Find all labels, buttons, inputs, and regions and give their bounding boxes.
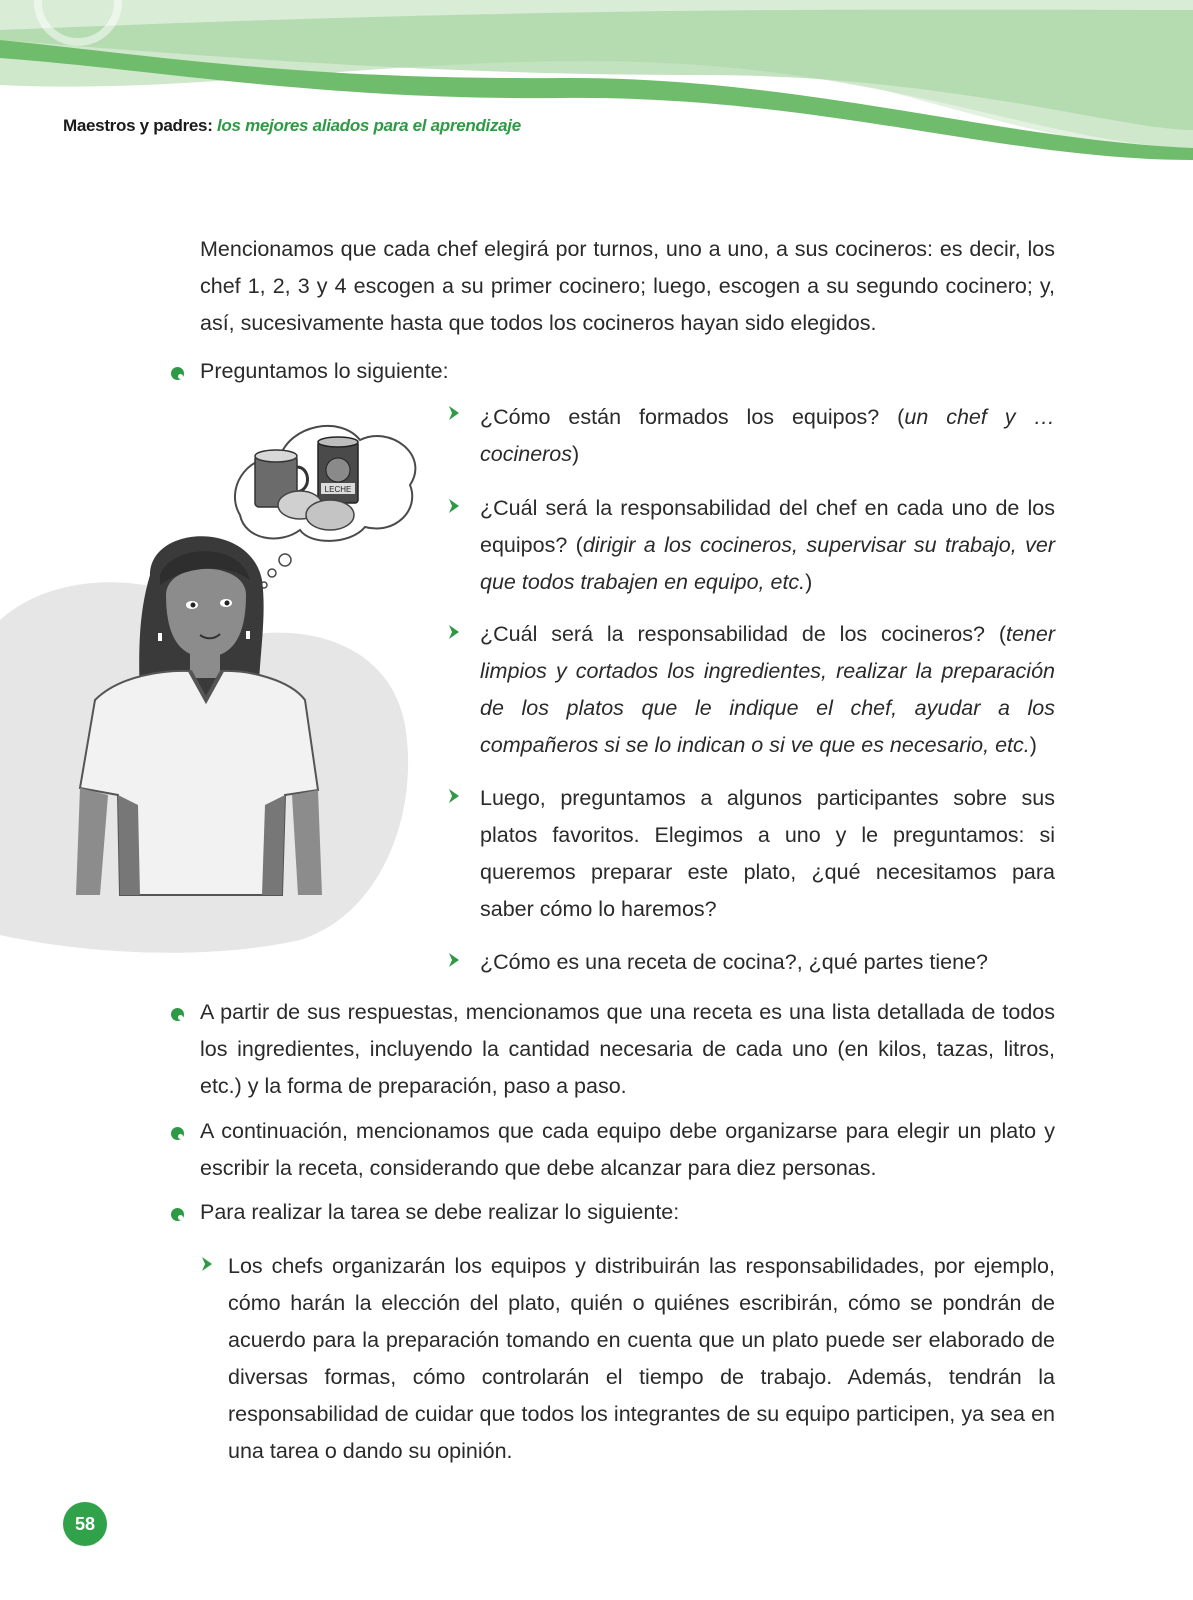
bullet-receta-definicion: A partir de sus respuestas, mencionamos que una receta es una lista detallada de todos los ingredientes, incluyendo la cantidad necesaria de cada uno (en kilos, tazas, litros, etc.) y la forma de preparación, paso a paso.: [200, 1000, 1055, 1098]
chevron-right-icon: [200, 1256, 214, 1272]
running-head: [63, 116, 521, 136]
question-cocineros: ¿Cuál será la responsabilidad de los cocineros? (tener limpios y cortados los ingredientes, realizar la preparación de los platos que le indique el chef, ayudar a los compañeros si se lo indican o si ve que es necesario, etc.): [480, 622, 1055, 757]
chevron-right-icon: [447, 405, 461, 421]
bullet-dot: [171, 1208, 184, 1221]
sub-item-chefs: Los chefs organizarán los equipos y distribuirán las responsabilidades, por ejemplo, cómo harán la elección del plato, quién o quiénes escribirán, cómo se pondrán de acuerdo para la preparación tomando en cuenta que un plato puede ser elaborado de diversas formas, cómo controlarán el tiempo de trabajo. Además, tendrán la responsabilidad de cuidar que todos los integrantes de su equipo participen, ya sea en una tarea o dando su opinión.: [228, 1254, 1055, 1463]
woman-thinking-illustration: [0, 395, 420, 955]
bullet-dot: [171, 1127, 184, 1140]
running-head-sub: los mejores aliados para el aprendizaje: [217, 116, 521, 135]
bullet-organizarse: A continuación, mencionamos que cada equipo debe organizarse para elegir un plato y escribir la receta, considerando que debe alcanzar para diez personas.: [200, 1119, 1055, 1180]
bullet-dot: [171, 1008, 184, 1021]
question-receta: ¿Cómo es una receta de cocina?, ¿qué partes tiene?: [480, 950, 988, 974]
running-head-main: Maestros y padres:: [63, 116, 213, 135]
question-platos-favoritos: Luego, preguntamos a algunos participantes sobre sus platos favoritos. Elegimos a uno y le preguntamos: si queremos preparar este plato, ¿qué necesitamos para saber cómo lo haremos?: [480, 786, 1055, 921]
intro-paragraph: Mencionamos que cada chef elegirá por turnos, uno a uno, a sus cocineros: es decir, los chef 1, 2, 3 y 4 escogen a su primer cocinero; luego, escogen a su segundo cocinero; y, así, sucesivamente hasta que todos los cocineros hayan sido elegidos.: [200, 237, 1055, 335]
bullet-tarea: Para realizar la tarea se debe realizar lo siguiente:: [200, 1200, 680, 1224]
question-equipos: ¿Cómo están formados los equipos? (un chef y … cocineros): [480, 405, 1055, 466]
question-chef: ¿Cuál será la responsabilidad del chef en cada uno de los equipos? (dirigir a los cocineros, supervisar su trabajo, ver que todos trabajen en equipo, etc.): [480, 496, 1055, 594]
chevron-right-icon: [447, 952, 461, 968]
page-number: 58: [63, 1502, 107, 1546]
can-label: LECHE: [324, 485, 352, 494]
chevron-right-icon: [447, 498, 461, 514]
chevron-right-icon: [447, 624, 461, 640]
bullet-preguntamos: Preguntamos lo siguiente:: [200, 359, 449, 383]
chevron-right-icon: [447, 788, 461, 804]
bullet-dot: [171, 367, 184, 380]
header-wave-decoration: [0, 0, 1193, 160]
